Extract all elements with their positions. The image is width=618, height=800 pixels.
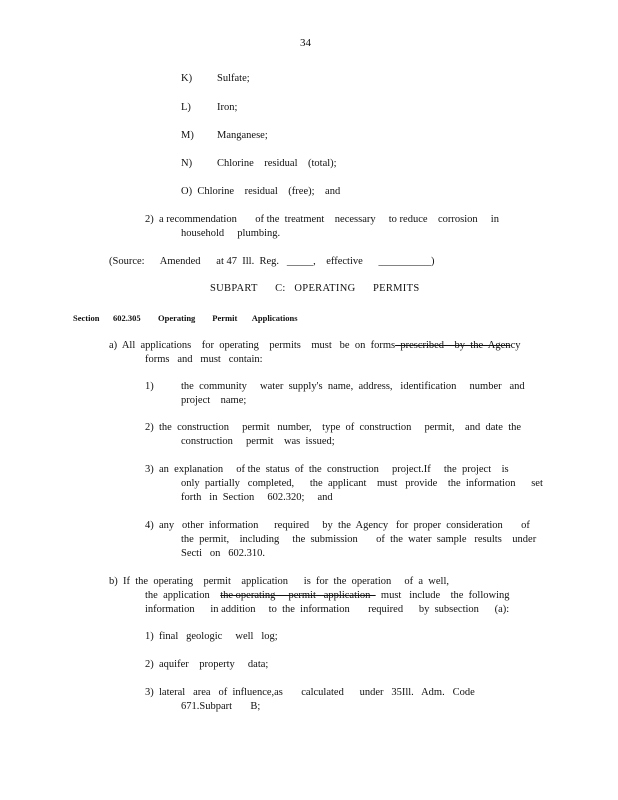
list-marker: 1) (145, 381, 154, 392)
list-marker: M) (181, 130, 194, 141)
section-title: Operating Permit Applications (158, 313, 298, 323)
list-text: Sulfate; (217, 73, 250, 84)
item-line: 671.Subpart B; (181, 701, 261, 712)
item-line: construction permit was issued; (181, 436, 335, 447)
paragraph-b-item-2: 2) aquifer property data; (145, 659, 269, 670)
list-marker: N) (181, 158, 193, 169)
source-note: (Source: Amended at 47 Ill. Reg. _____, effective __________) (109, 256, 435, 267)
list-marker: K) (181, 73, 193, 84)
item-line: forth in Section 602.320; and (181, 492, 333, 503)
struck-text: prescribed by the Agen (395, 340, 511, 351)
item-line: 3) lateral area of influence,as calculated under 35Ill. Adm. Code (145, 687, 475, 698)
item-line: only partially completed, the applicant must provide the information set (181, 478, 543, 489)
item-line: household plumbing. (181, 228, 281, 239)
list-item-o: O) Chlorine residual (free); and (181, 186, 341, 197)
subpart-title: SUBPART C: OPERATING PERMITS (210, 283, 420, 294)
list-marker: L) (181, 102, 191, 113)
list-text: Manganese; (217, 130, 268, 141)
item-line: the permit, including the submission of the water sample results under (181, 534, 537, 545)
item-line: 4) any other information required by the Agency for proper consideration of (145, 520, 530, 531)
paragraph-line: b) If the operating permit application is for the operation of a well, (109, 576, 449, 587)
list-text: Chlorine residual (total); (217, 158, 337, 169)
page-number: 34 (300, 37, 311, 49)
paragraph-line: the application the operating permit application must include the following (145, 590, 510, 601)
item-line: Secti on 602.310. (181, 548, 265, 559)
paragraph-line: a) All applications for operating permits must be on forms prescribed by the Agency (109, 340, 521, 351)
paragraph-line: forms and must contain: (145, 354, 263, 365)
paragraph-b-item-1: 1) final geologic well log; (145, 631, 278, 642)
section-label: Section (73, 313, 100, 323)
item-line: the community water supply's name, address, identification number and (181, 381, 525, 392)
item-line: 2) the construction permit number, type of construction permit, and date the (145, 422, 522, 433)
section-number: 602.305 (113, 313, 141, 323)
list-text: Iron; (217, 102, 238, 113)
item-line: project name; (181, 395, 247, 406)
paragraph-line: information in addition to the information required by subsection (a): (145, 604, 510, 615)
struck-text: the operating permit application (220, 590, 376, 601)
item-line: 2) a recommendation of the treatment necessary to reduce corrosion in (145, 214, 499, 225)
item-line: 3) an explanation of the status of the construction project.If the project is (145, 464, 509, 475)
